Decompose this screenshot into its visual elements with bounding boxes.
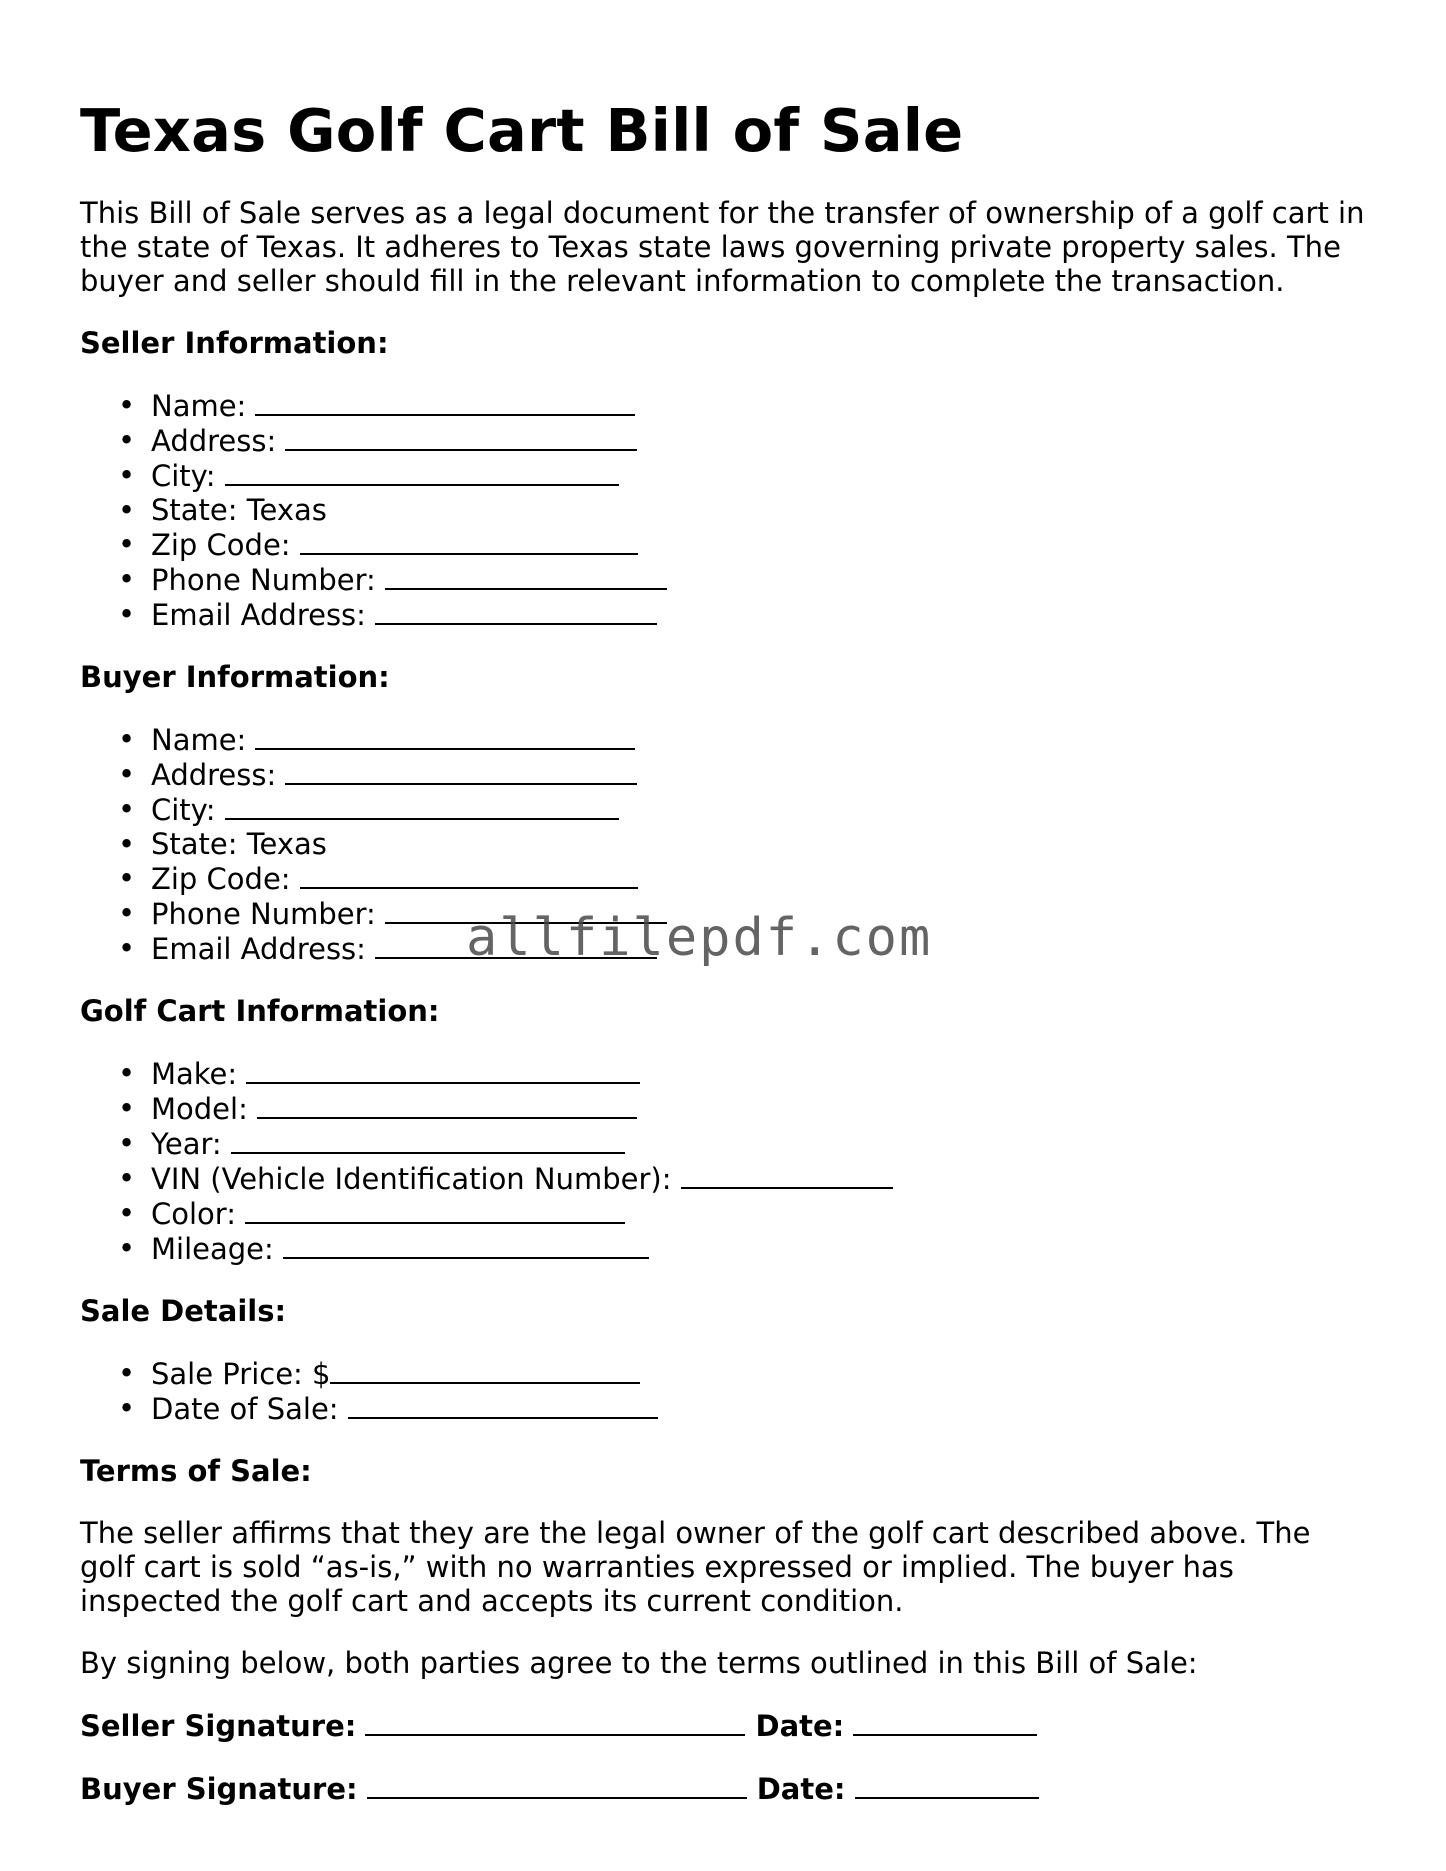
- bullet-icon: •: [118, 1126, 136, 1160]
- name-blank[interactable]: [255, 722, 635, 750]
- bullet-icon: •: [118, 562, 136, 596]
- color-blank[interactable]: [245, 1196, 625, 1224]
- bullet-icon: •: [118, 1056, 136, 1090]
- model-blank[interactable]: [257, 1091, 637, 1119]
- city-blank[interactable]: [225, 792, 619, 820]
- list-item: [80, 458, 1370, 493]
- buyer-signature-blank[interactable]: [367, 1771, 747, 1799]
- bullet-icon: •: [118, 1356, 136, 1390]
- buyer-signature-label: Buyer Signature:: [80, 1772, 358, 1806]
- field-label: Email Address:: [151, 598, 366, 632]
- field-label: Name:: [151, 389, 247, 423]
- terms-paragraph: The seller affirms that they are the legal owner of the golf cart described above. The golf cart is sold “as-is,” with no warranties expressed or implied. The buyer has inspected the golf cart and accepts its current condition.: [80, 1516, 1311, 1618]
- field-label: State: Texas: [151, 827, 327, 861]
- bullet-icon: •: [118, 722, 136, 756]
- buyer-signature-line: [80, 1771, 1370, 1806]
- bullet-icon: •: [118, 1391, 136, 1425]
- document-title: Texas Golf Cart Bill of Sale: [80, 96, 964, 165]
- bullet-icon: •: [118, 458, 136, 492]
- list-item: [80, 1126, 1370, 1161]
- field-label: VIN (Vehicle Identification Number):: [151, 1162, 672, 1196]
- bullet-icon: •: [118, 527, 136, 561]
- buyer-date-blank[interactable]: [855, 1771, 1039, 1799]
- bullet-icon: •: [118, 861, 136, 895]
- field-label: Address:: [151, 758, 277, 792]
- email-blank[interactable]: [375, 597, 657, 625]
- buyer-heading: Buyer Information:: [80, 660, 390, 694]
- bullet-icon: •: [118, 388, 136, 422]
- field-label: Model:: [151, 1092, 248, 1126]
- sale-price-blank[interactable]: [330, 1356, 640, 1384]
- list-item: [80, 1091, 1370, 1126]
- field-label: State: Texas: [151, 493, 327, 527]
- list-item: [80, 388, 1370, 423]
- phone-blank[interactable]: [385, 562, 667, 590]
- field-label: Year:: [151, 1127, 222, 1161]
- bullet-icon: •: [118, 597, 136, 631]
- list-item: [80, 562, 1370, 597]
- bullet-icon: •: [118, 792, 136, 826]
- field-label: Mileage:: [151, 1232, 274, 1266]
- list-item: [80, 597, 1370, 632]
- address-blank[interactable]: [285, 757, 637, 785]
- vin-blank[interactable]: [681, 1161, 893, 1189]
- seller-signature-label: Seller Signature:: [80, 1709, 357, 1743]
- mileage-blank[interactable]: [283, 1231, 649, 1259]
- field-label: Phone Number:: [151, 563, 376, 597]
- bullet-icon: •: [118, 423, 136, 457]
- list-item: [80, 861, 1370, 896]
- bullet-icon: •: [118, 896, 136, 930]
- bullet-icon: •: [118, 1161, 136, 1195]
- date-label: Date:: [755, 1709, 845, 1743]
- list-item: [80, 792, 1370, 827]
- list-item: [80, 527, 1370, 562]
- list-item: [80, 493, 1370, 527]
- date-of-sale-blank[interactable]: [348, 1391, 658, 1419]
- bullet-icon: •: [118, 493, 136, 527]
- field-label: Sale Price: $: [151, 1357, 331, 1391]
- list-item: [80, 1356, 1370, 1391]
- field-label: Address:: [151, 424, 277, 458]
- make-blank[interactable]: [246, 1056, 640, 1084]
- sale-fields: [80, 1356, 1370, 1426]
- field-label: Color:: [151, 1197, 236, 1231]
- list-item: [80, 1196, 1370, 1231]
- zip-blank[interactable]: [300, 861, 638, 889]
- field-label: City:: [151, 459, 216, 493]
- field-label: Email Address:: [151, 932, 366, 966]
- field-label: Date of Sale:: [151, 1392, 339, 1426]
- field-label: City:: [151, 793, 216, 827]
- list-item: [80, 757, 1370, 792]
- sale-heading: Sale Details:: [80, 1294, 287, 1328]
- field-label: Phone Number:: [151, 897, 376, 931]
- seller-signature-line: [80, 1708, 1370, 1743]
- seller-fields: [80, 388, 1370, 632]
- bullet-icon: •: [118, 931, 136, 965]
- field-label: Zip Code:: [151, 862, 291, 896]
- field-label: Make:: [151, 1057, 238, 1091]
- zip-blank[interactable]: [300, 527, 638, 555]
- city-blank[interactable]: [225, 458, 619, 486]
- field-label: Name:: [151, 723, 247, 757]
- list-item: [80, 1231, 1370, 1266]
- date-label: Date:: [756, 1772, 846, 1806]
- list-item: [80, 1056, 1370, 1091]
- bullet-icon: •: [118, 757, 136, 791]
- seller-signature-blank[interactable]: [365, 1708, 745, 1736]
- watermark: allfilepdf.com: [466, 908, 933, 968]
- field-label: Zip Code:: [151, 528, 291, 562]
- address-blank[interactable]: [285, 423, 637, 451]
- bullet-icon: •: [118, 1196, 136, 1230]
- bullet-icon: •: [118, 1231, 136, 1265]
- cart-heading: Golf Cart Information:: [80, 994, 440, 1028]
- list-item: [80, 423, 1370, 458]
- seller-heading: Seller Information:: [80, 326, 389, 360]
- list-item: [80, 1161, 1370, 1196]
- name-blank[interactable]: [255, 388, 635, 416]
- seller-date-blank[interactable]: [853, 1708, 1037, 1736]
- year-blank[interactable]: [231, 1126, 625, 1154]
- terms-heading: Terms of Sale:: [80, 1454, 312, 1488]
- list-item: [80, 722, 1370, 757]
- bullet-icon: •: [118, 827, 136, 861]
- cart-fields: [80, 1056, 1370, 1266]
- intro-paragraph: This Bill of Sale serves as a legal document for the transfer of ownership of a golf cart in the state of Texas. It adheres to Texas state laws governing private property sales. The buyer and seller should fill in the relevant information to complete the transaction.: [80, 196, 1365, 298]
- list-item: [80, 827, 1370, 861]
- list-item: [80, 1391, 1370, 1426]
- agreement-paragraph: By signing below, both parties agree to the terms outlined in this Bill of Sale:: [80, 1646, 1198, 1680]
- bullet-icon: •: [118, 1091, 136, 1125]
